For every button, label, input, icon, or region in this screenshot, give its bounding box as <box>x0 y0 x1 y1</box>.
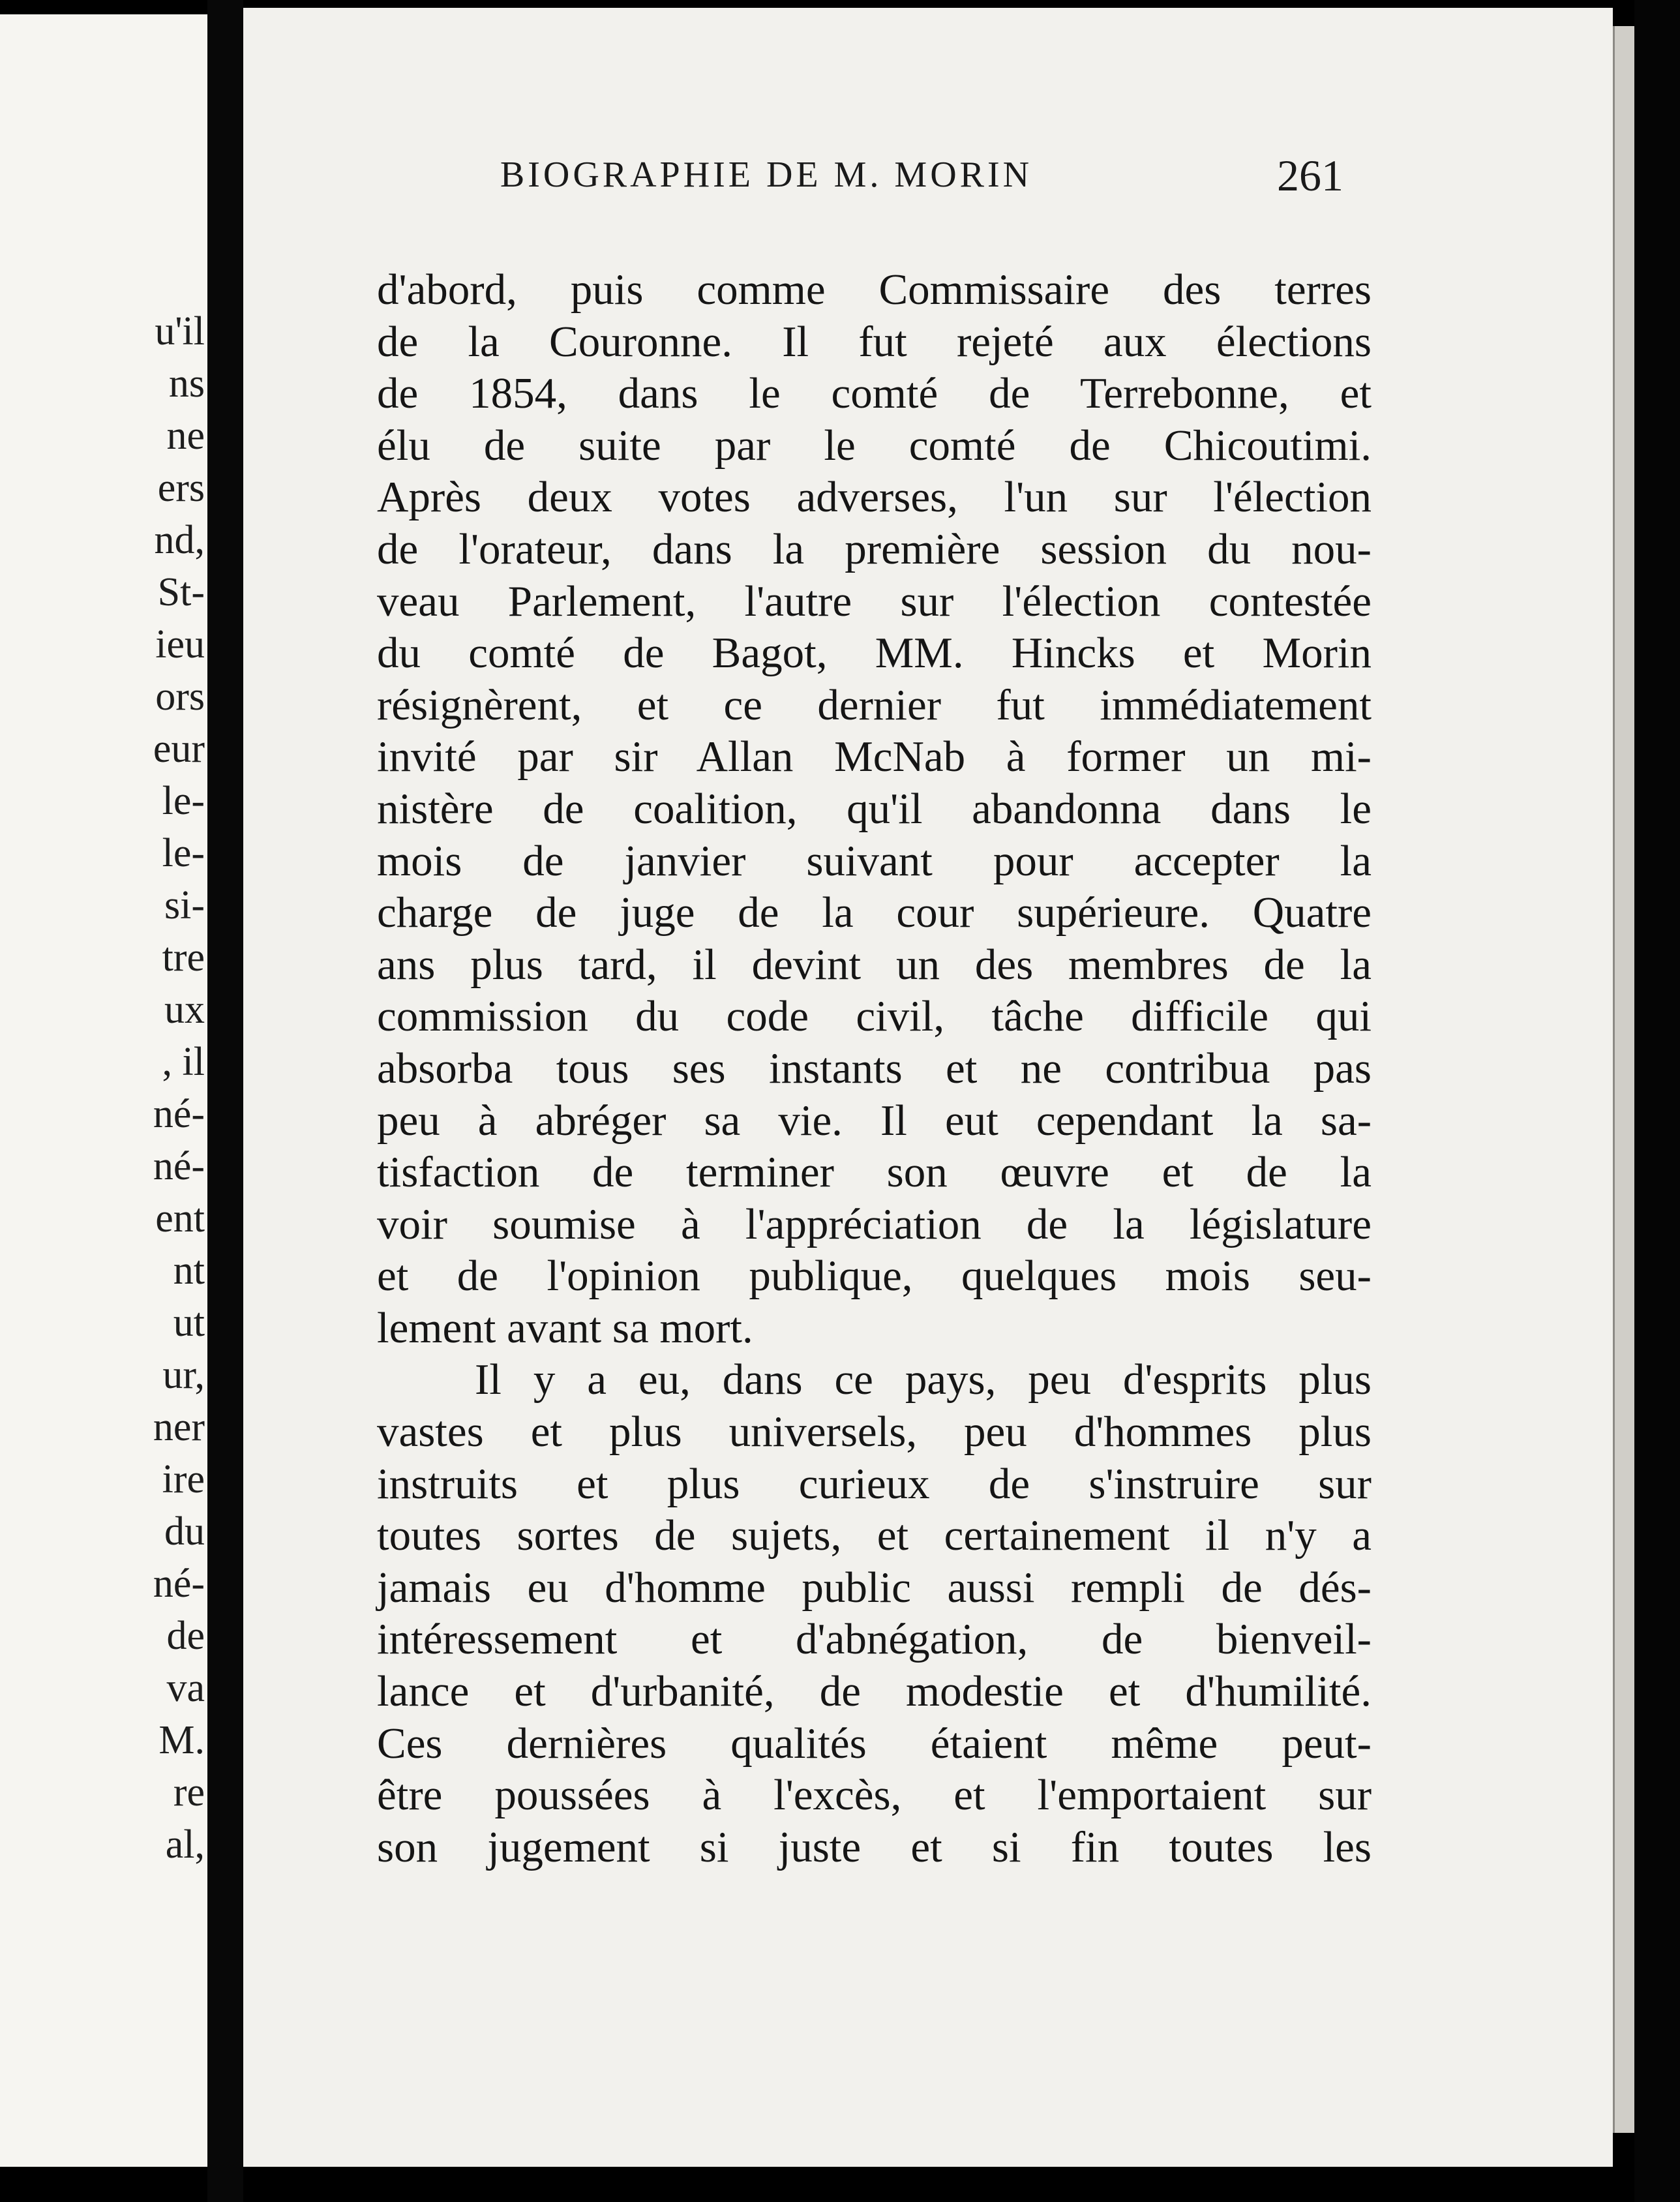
previous-page-line: le- <box>162 831 205 875</box>
previous-page-line: ieu <box>155 622 205 667</box>
previous-page-line: al, <box>165 1822 205 1867</box>
text-line: toutes sortes de sujets, et certainement il n'y a <box>377 1511 1372 1560</box>
previous-page-line: du <box>164 1509 205 1554</box>
running-head <box>293 151 1370 206</box>
previous-page-line: ers <box>157 466 205 510</box>
text-line: peu à abréger sa vie. Il eut cependant la sa- <box>377 1096 1372 1145</box>
text-line: vastes et plus universels, peu d'hommes plus <box>377 1408 1372 1456</box>
text-line: du comté de Bagot, MM. Hincks et Morin <box>377 629 1372 678</box>
previous-page-line: nd, <box>154 518 205 562</box>
paragraph-start-line: Il y a eu, dans ce pays, peu d'esprits plus <box>475 1355 1372 1404</box>
previous-page-line: ns <box>168 361 205 406</box>
text-line: d'abord, puis comme Commissaire des terres <box>377 265 1372 314</box>
previous-page-line: eur <box>153 727 205 771</box>
previous-page-line: re <box>173 1770 205 1815</box>
text-line: Après deux votes adverses, l'un sur l'élection <box>377 473 1372 522</box>
previous-page-line: ire <box>162 1457 205 1501</box>
previous-page-line: u'il <box>155 309 205 354</box>
text-line: mois de janvier suivant pour accepter la <box>377 836 1372 885</box>
previous-page-line: ner <box>153 1405 205 1449</box>
text-line: lance et d'urbanité, de modestie et d'humilité. <box>377 1667 1372 1716</box>
text-line: et de l'opinion publique, quelques mois seu- <box>377 1252 1372 1301</box>
previous-page-line: tre <box>162 935 205 980</box>
text-line: jamais eu d'homme public aussi rempli de dés- <box>377 1563 1372 1612</box>
body-text <box>377 264 1372 1873</box>
previous-page-line: le- <box>162 779 205 823</box>
text-line: ans plus tard, il devint un des membres de la <box>377 940 1372 989</box>
previous-page-line: M. <box>158 1718 205 1762</box>
previous-page-line: nt <box>173 1248 205 1293</box>
previous-page-line: né- <box>153 1561 205 1606</box>
paragraph-end-line: lement avant sa mort. <box>377 1303 753 1352</box>
previous-page-line: va <box>166 1666 205 1710</box>
text-line: de l'orateur, dans la première session du nou- <box>377 524 1372 573</box>
text-line: commission du code civil, tâche difficile qui <box>377 992 1372 1041</box>
text-line: absorba tous ses instants et ne contribua pas <box>377 1044 1372 1093</box>
text-line: de 1854, dans le comté de Terrebonne, et <box>377 369 1372 418</box>
previous-page-line: si- <box>164 883 205 928</box>
previous-page-text <box>3 305 205 1871</box>
text-line: veau Parlement, l'autre sur l'élection contestée <box>377 577 1372 626</box>
previous-page-line: ne <box>166 414 205 458</box>
previous-page-line: ux <box>164 988 205 1032</box>
text-line: nistère de coalition, qu'il abandonna dans le <box>377 784 1372 833</box>
running-title: BIOGRAPHIE DE M. MORIN <box>500 155 1033 195</box>
scan-border <box>1634 0 1680 2202</box>
previous-page-line: né- <box>153 1144 205 1188</box>
text-line: invité par sir Allan McNab à former un mi- <box>377 732 1372 781</box>
previous-page-line: ors <box>155 674 205 719</box>
page-number: 261 <box>1277 151 1343 200</box>
text-line: son jugement si juste et si fin toutes les <box>377 1822 1372 1871</box>
book-gutter <box>207 0 243 2202</box>
text-line: tisfaction de terminer son œuvre et de la <box>377 1148 1372 1197</box>
previous-page-line: St- <box>157 570 205 614</box>
text-line: de la Couronne. Il fut rejeté aux élections <box>377 317 1372 366</box>
previous-page <box>0 14 207 2167</box>
previous-page-line: ent <box>155 1196 205 1241</box>
text-line: instruits et plus curieux de s'instruire sur <box>377 1459 1372 1508</box>
previous-page-line: de <box>166 1614 205 1658</box>
text-line: charge de juge de la cour supérieure. Quatre <box>377 888 1372 937</box>
text-line: voir soumise à l'appréciation de la législature <box>377 1199 1372 1248</box>
text-line: intéressement et d'abnégation, de bienveil- <box>377 1615 1372 1664</box>
text-line: élu de suite par le comté de Chicoutimi. <box>377 421 1372 470</box>
page-edge <box>1613 26 1636 2133</box>
previous-page-line: ur, <box>162 1353 205 1397</box>
text-line: résignèrent, et ce dernier fut immédiatement <box>377 680 1372 729</box>
previous-page-line: né- <box>153 1092 205 1136</box>
text-line: Ces dernières qualités étaient même peut- <box>377 1719 1372 1768</box>
previous-page-line: ut <box>173 1301 205 1345</box>
text-line: être poussées à l'excès, et l'emportaient sur <box>377 1771 1372 1820</box>
previous-page-line: , il <box>162 1040 205 1084</box>
